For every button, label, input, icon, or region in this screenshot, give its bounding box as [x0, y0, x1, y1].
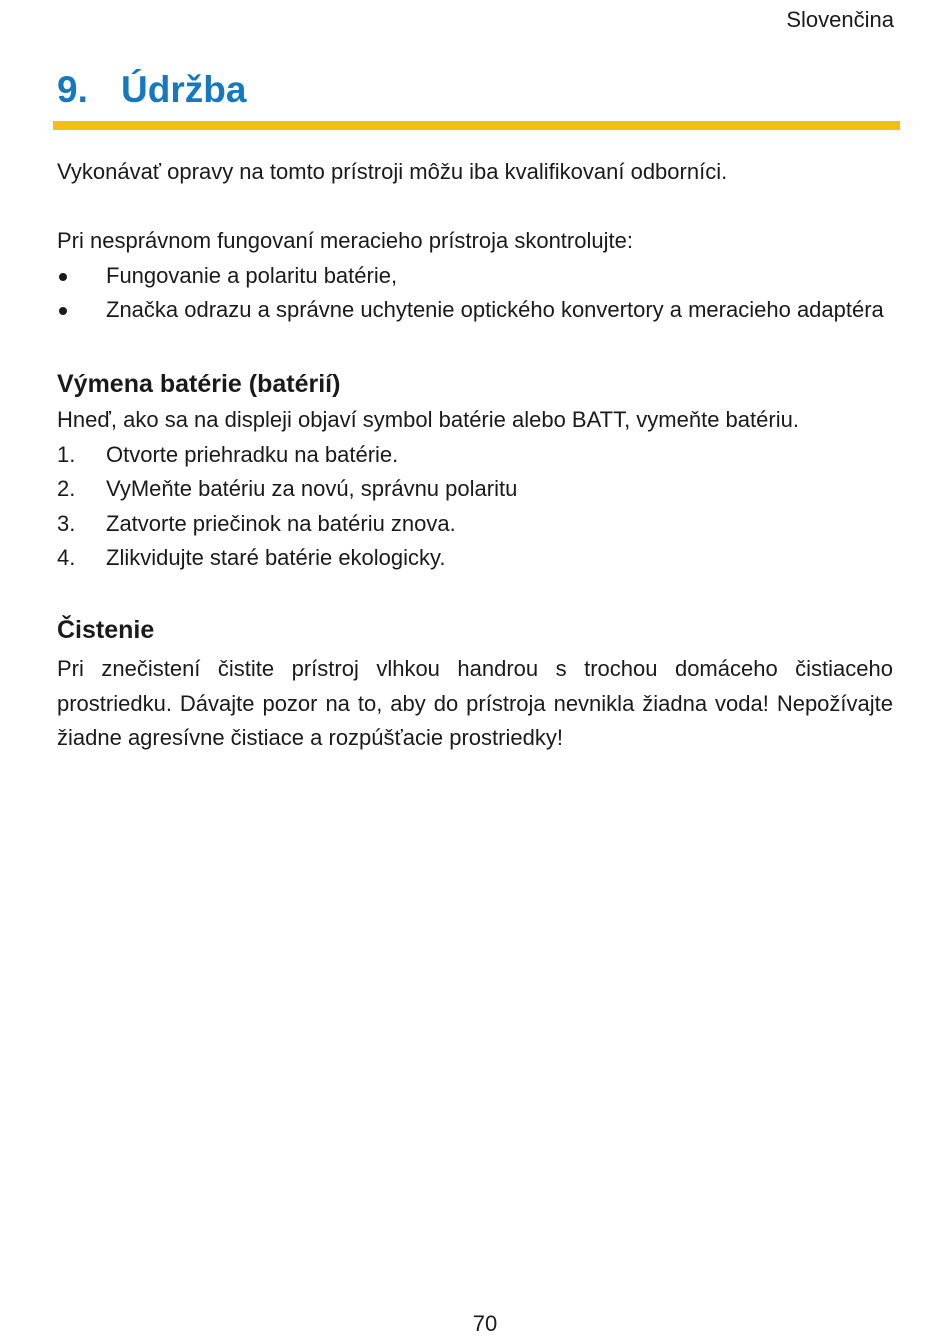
list-item: [57, 472, 893, 507]
page-content: [57, 155, 893, 756]
list-item: [57, 293, 893, 328]
language-label: Slovenčina: [786, 7, 894, 32]
step-text: VyMeňte batériu za novú, správnu polaritu: [106, 476, 518, 502]
step-number: 3.: [57, 510, 76, 536]
page-number: 70: [472, 1311, 498, 1336]
list-item: [57, 541, 893, 576]
battery-steps: [57, 438, 893, 576]
step-text: Zlikvidujte staré batérie ekologicky.: [106, 545, 446, 571]
bullet-icon: [59, 307, 67, 315]
step-text: Zatvorte priečinok na batériu znova.: [106, 510, 456, 536]
spacer: [57, 190, 893, 225]
step-number: 2.: [57, 476, 76, 502]
qualified-notice: Vykonávať opravy na tomto prístroji môžu iba kvalifikovaní odborníci.: [57, 159, 728, 184]
heading-divider: [53, 121, 900, 130]
battery-heading: Výmena batérie (batérií): [57, 369, 341, 398]
chapter-heading: [57, 66, 246, 114]
bullet-icon: [59, 273, 67, 281]
list-item-text: Značka odrazu a správne uchytenie optického konvertory a meracieho adaptéra: [106, 297, 884, 323]
chapter-title: Údržba: [121, 69, 247, 110]
cleaning-heading: Čistenie: [57, 615, 155, 644]
list-item: [57, 259, 893, 294]
list-item: [57, 507, 893, 542]
chapter-number: 9.: [57, 69, 88, 110]
check-lead: Pri nesprávnom fungovaní meracieho prístroja skontrolujte:: [57, 228, 633, 254]
battery-lead: Hneď, ako sa na displeji objaví symbol batérie alebo BATT, vymeňte batériu.: [57, 406, 799, 432]
list-item: [57, 438, 893, 473]
step-text: Otvorte priehradku na batérie.: [106, 441, 399, 467]
check-list: [57, 259, 893, 328]
cleaning-body: Pri znečistení čistite prístroj vlhkou handrou s trochou domáceho čistiaceho prostriedku. Dávajte pozor na to, aby do prístroja nevnikla žiadna voda! Nepožívajte žiadne agresívne čistiace a rozpúšťacie prostriedky!: [57, 655, 893, 751]
list-item-text: Fungovanie a polaritu batérie,: [106, 262, 398, 288]
step-number: 1.: [57, 441, 76, 467]
step-number: 4.: [57, 545, 76, 571]
